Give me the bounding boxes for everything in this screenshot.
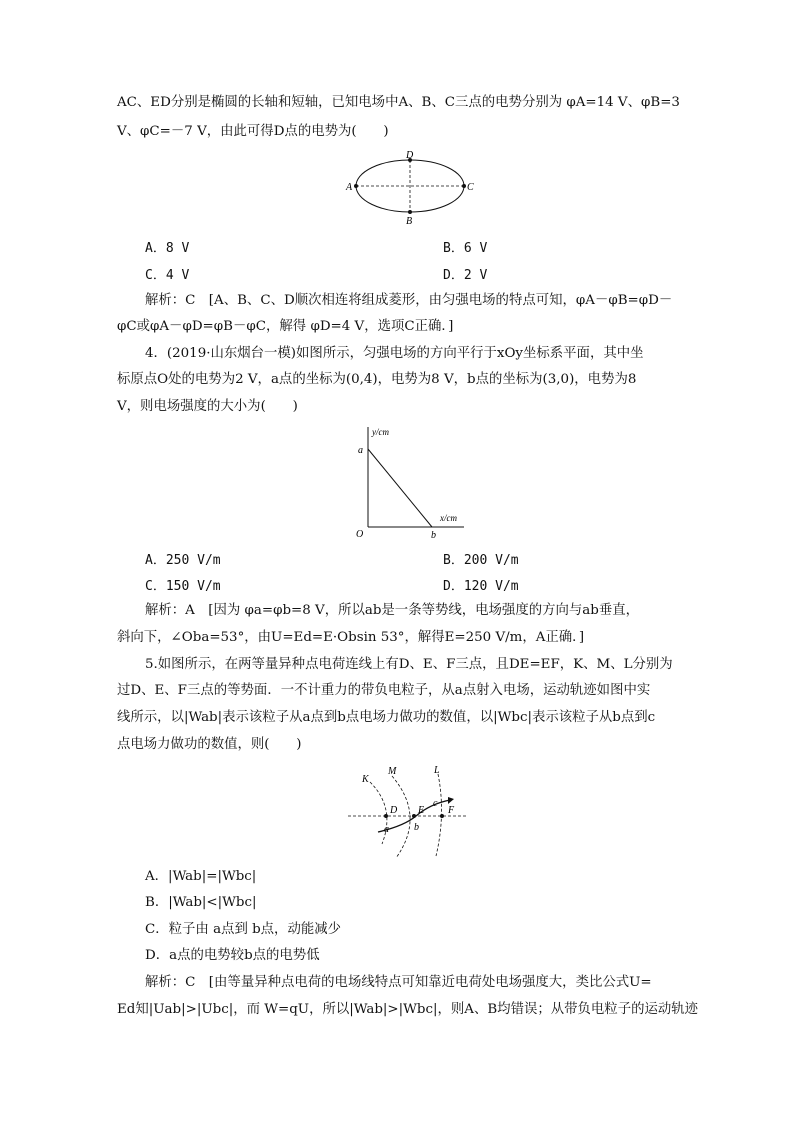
label-y: y/cm [372, 427, 389, 437]
q3-option-c: C．4 V [145, 268, 190, 283]
q5-analysis-line-1: 解析：C [由等量异种点电荷的电场线特点可知靠近电荷处电场强度大，类比公式U= [145, 975, 652, 990]
q4-option-a: A．250 V/m [145, 553, 221, 568]
label-c: c [433, 798, 438, 809]
label-o: O [356, 529, 364, 540]
q5-option-a: A．|Wab|=|Wbc| [145, 869, 257, 884]
label-f: F [448, 805, 455, 816]
ellipse-figure [344, 150, 484, 228]
q5-stem-line-1: 5.如图所示，在两等量异种点电荷连线上有D、E、F三点，且DE=EF，K、M、L分别为 [145, 657, 673, 672]
q3-option-d: D．2 V [443, 268, 488, 283]
q5-stem-line-2: 过D、E、F三点的等势面．一不计重力的带负电粒子，从a点射入电场，运动轨迹如图中实 [117, 683, 651, 698]
q3-stem-line-2: V、φC=－7 V，由此可得D点的电势为( ) [117, 124, 389, 139]
label-c: C [467, 182, 474, 193]
coordinate-figure [352, 425, 472, 540]
q5-stem-line-3: 线所示，以|Wab|表示该粒子从a点到b点电场力做功的数值，以|Wbc|表示该粒子从b点到c [117, 710, 656, 725]
point-d [384, 814, 388, 818]
q5-option-b: B．|Wab|<|Wbc| [145, 895, 257, 910]
label-a: a [384, 824, 389, 835]
label-a: A [346, 182, 353, 193]
q4-analysis-line-1: 解析：A [因为 φa=φb=8 V，所以ab是一条等势线，电场强度的方向与ab垂直， [145, 603, 639, 618]
point-a [354, 184, 358, 188]
surface-m [392, 776, 410, 858]
q5-analysis-line-2: Ed知|Uab|>|Ubc|，而 W=qU，所以|Wab|>|Wbc|，则A、B均错误；从带负电粒子的运动轨迹 [117, 1002, 699, 1017]
label-k: K [362, 774, 369, 785]
q3-analysis-line-2: φC或φA－φD=φB－φC，解得 φD=4 V，选项C正确．] [117, 319, 454, 334]
label-b: B [406, 216, 413, 227]
q4-option-b: B．200 V/m [443, 553, 519, 568]
q5-option-d: D．a点的电势较b点的电势低 [145, 948, 320, 963]
q3-stem-line-1: AC、ED分别是椭圆的长轴和短轴，已知电场中A、B、C三点的电势分别为 φA=14 V、φB=3 [117, 95, 680, 110]
equipotential-figure [344, 764, 474, 862]
label-x: x/cm [440, 513, 457, 523]
label-e: E [418, 805, 425, 816]
q4-option-c: C．150 V/m [145, 579, 221, 594]
point-c [462, 184, 466, 188]
point-b [408, 210, 412, 214]
point-f [440, 814, 444, 818]
q4-stem-line-3: V，则电场强度的大小为( ) [117, 399, 298, 414]
q4-stem-line-1: 4．(2019·山东烟台一模)如图所示，匀强电场的方向平行于xOy坐标系平面，其中坐 [145, 346, 644, 361]
label-m: M [388, 766, 397, 777]
label-b: b [431, 530, 436, 540]
q5-option-c: C．粒子由 a点到 b点，动能减少 [145, 922, 342, 937]
line-ab [368, 449, 432, 527]
label-b: b [414, 822, 419, 833]
label-d: D [390, 805, 398, 816]
q4-stem-line-2: 标原点O处的电势为2 V，a点的坐标为(0,4)，电势为8 V，b点的坐标为(3,0)，电势为8 [117, 372, 637, 387]
trajectory-arrow [448, 797, 454, 804]
q3-option-a: A．8 V [145, 241, 190, 256]
q3-analysis-line-1: 解析：C [A、B、C、D顺次相连将组成菱形，由匀强电场的特点可知，φA－φB=φD－ [145, 293, 673, 308]
label-l: L [434, 765, 440, 776]
q4-option-d: D．120 V/m [443, 579, 519, 594]
point-e [412, 814, 416, 818]
q4-analysis-line-2: 斜向下，∠Oba=53°，由U=Ed=E·Obsin 53°，解得E=250 V/m，A正确．] [117, 630, 585, 645]
q5-stem-line-4: 点电场力做功的数值，则( ) [117, 737, 302, 752]
label-a: a [358, 445, 363, 456]
q3-option-b: B．6 V [443, 241, 488, 256]
label-d: D [406, 150, 414, 161]
